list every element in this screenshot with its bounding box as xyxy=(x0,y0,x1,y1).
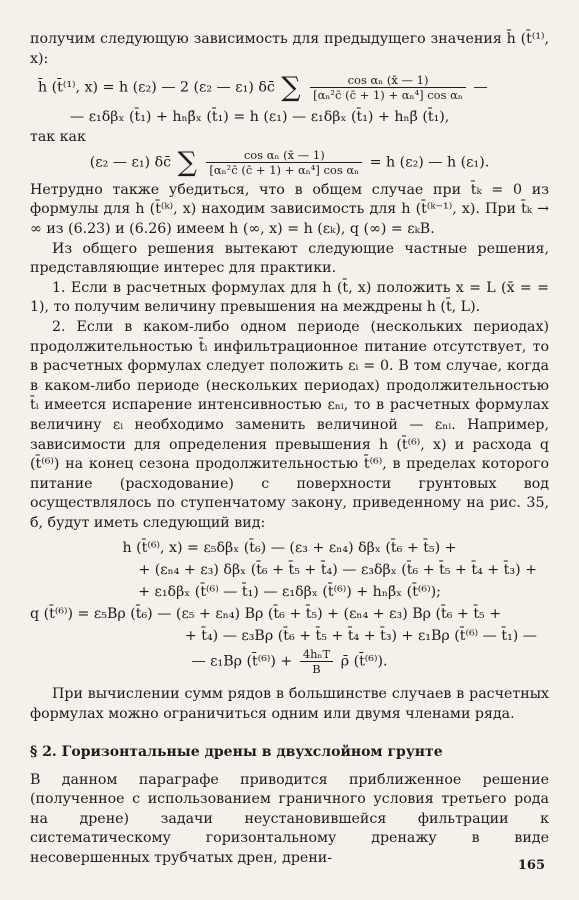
intro-text: получим следующую зависимость для предыдущего значения h̄ (t̄⁽¹⁾, x): xyxy=(30,31,549,67)
equation-1-left: h̄ (t̄⁽¹⁾, x) = h (ε₂) — 2 (ε₂ — ε₁) δc̄ xyxy=(38,79,275,96)
fraction-numerator: cos αₙ (x̄ — 1) xyxy=(310,73,466,88)
equation-2-left: (ε₂ — ε₁) δc̄ xyxy=(89,154,172,171)
equation-3-line-4: q (t̄⁽⁶⁾) = ε₅Bρ (t̄₆) — (ε₅ + εₙ₄) Bρ (t̄₆ + t̄₅) + (εₙ₄ + ε₃) Bρ (t̄₆ + t̄₅ + xyxy=(30,606,502,623)
fraction-denominator: B xyxy=(312,662,321,677)
equation-3-line-1: h (t̄⁽⁶⁾, x) = ε₅δβₓ (t̄₆) — (ε₃ + εₙ₄) δβₓ (t̄₆ + t̄₅) + xyxy=(122,540,457,557)
sum-sign: ∑ xyxy=(177,146,197,178)
section-heading: § 2. Горизонтальные дрены в двухслойном грунте xyxy=(30,743,443,760)
equation-2 xyxy=(30,148,549,177)
equation-3-line-3: + ε₁δβₓ (t̄⁽⁶⁾ — t̄₁) — ε₁δβₓ (t̄⁽⁶⁾) + hₙβ̄ₓ (t̄⁽⁶⁾); xyxy=(138,584,441,601)
equation-3-line-2: + (εₙ₄ + ε₃) δβₓ (t̄₆ + t̄₅ + t̄₄) — ε₃δβₓ (t̄₆ + t̄₅ + t̄₄ + t̄₃) + xyxy=(138,562,537,579)
equation-3-line-5: + t̄₄) — ε₃Bρ (t̄₆ + t̄₅ + t̄₄ + t̄₃) + ε₁Bρ (t̄⁽⁶⁾ — t̄₁) — xyxy=(184,628,537,645)
equation-3-line-6-end: ρ̄ (t̄⁽⁶⁾). xyxy=(340,653,388,670)
equation-1-fraction xyxy=(310,73,466,102)
paragraph-3: 1. Если в расчетных формулах для h (t̄, x) положить x = L (x̄ = = 1), то получим величину превышения на междрены h (t̄, L). xyxy=(30,279,549,316)
paragraph-6: В данном параграфе приводится приближенное решение (полученное с использованием граничного условия третьего рода на дрене) задачи неустановившейся фильтрации к систематическому горизонтальному дренажу в виде несовершенных трубчатых дрен, дрени- xyxy=(30,771,549,867)
paragraph-5: При вычислении сумм рядов в большинстве случаев в расчетных формулах можно ограничиться одним или двумя членами ряда. xyxy=(30,686,549,723)
sum-sign: ∑ xyxy=(281,72,301,104)
equation-1-tail: — xyxy=(473,79,488,96)
equation-3-line-6 xyxy=(30,647,549,676)
equation-1-line-1 xyxy=(30,73,549,102)
equation-3-line-6-start: — ε₁Bρ (t̄⁽⁶⁾) + xyxy=(191,653,293,670)
fraction-numerator: cos αₙ (x̄ — 1) xyxy=(206,148,362,163)
paragraph-1: Нетрудно также убедиться, что в общем случае при t̄ₖ = 0 из формулы для h (t̄⁽ᵏ⁾, x) находим зависимость для h (t̄⁽ᵏ⁻¹⁾, x). При t̄ₖ → ∞ из (6.23) и (6.26) имеем h (∞, x) = h (εₖ), q (∞) = εₖB. xyxy=(30,181,549,237)
equation-1-line-2: — ε₁δβₓ (t̄₁) + hₙβ̄ₓ (t̄₁) = h (ε₁) — ε₁δβₓ (t̄₁) + hₙβ̄ (t̄₁), xyxy=(70,109,450,126)
fraction-denominator: [αₙ²c̄ (c̄ + 1) + αₙ⁴] cos αₙ xyxy=(209,162,360,177)
tak-kak-text: так как xyxy=(30,129,86,146)
equation-3-fraction xyxy=(300,647,333,676)
page-number: 165 xyxy=(517,858,545,873)
fraction-denominator: [αₙ²c̄ (c̄ + 1) + αₙ⁴] cos αₙ xyxy=(313,88,463,103)
fraction-numerator: 4hₙT xyxy=(300,647,333,662)
equation-2-right: = h (ε₂) — h (ε₁). xyxy=(369,154,490,171)
paragraph-2: Из общего решения вытекают следующие частные решения, представляющие интерес для практики. xyxy=(30,240,549,277)
equation-2-fraction xyxy=(206,148,362,177)
paragraph-4: 2. Если в каком-либо одном периоде (нескольких периодах) продолжительностью t̄ᵢ инфильтрационное питание отсутствует, то в расчетных формулах следует положить εᵢ = 0. В том случае, когда в каком-либо периоде (нескольких периодах) продолжительностью t̄ᵢ имеется испарение интенсивностью εₙᵢ, то в расчетных формулах величину εᵢ необходимо заменить величиной — εₙᵢ. Например, зависимости для определения превышения h (t̄⁽⁶⁾, x) и расхода q (t̄⁽⁶⁾) на конец сезона продолжительностью t̄⁽⁶⁾, в пределах которого питание (расходование) с поверхности грунтовых вод осуществлялось по ступенчатому закону, приведенному на рис. 35, б, будут иметь следующий вид: xyxy=(30,318,549,531)
